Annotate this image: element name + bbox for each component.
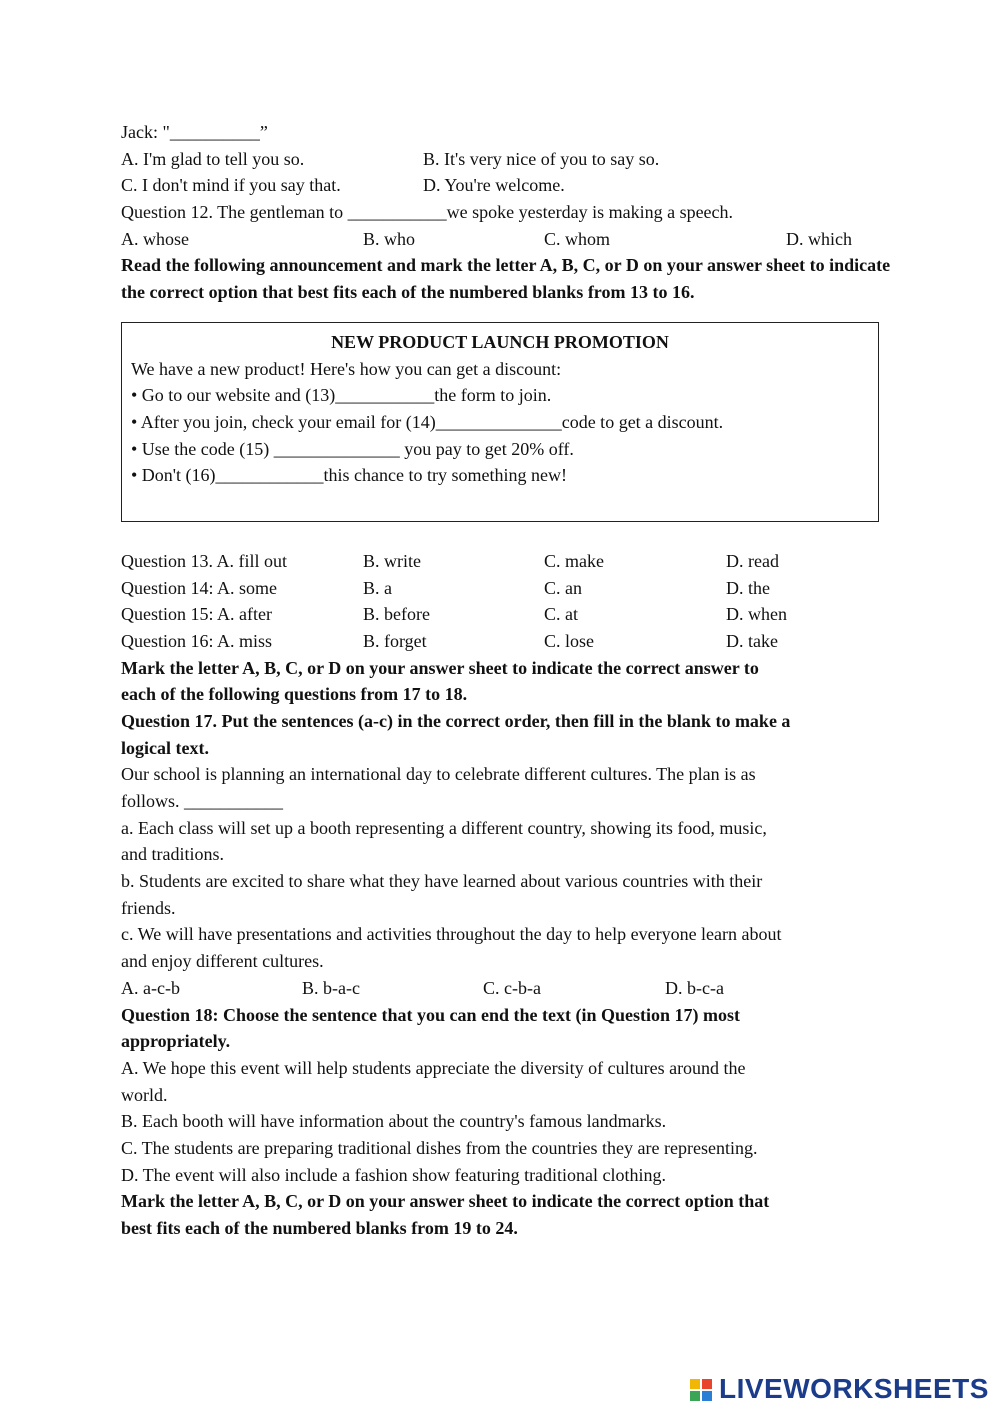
q17-sentence-c: c. We will have presentations and activities throughout the day to help everyone learn about [121,924,782,945]
announcement-bullet: • Don't (16)____________this chance to try something new! [131,465,567,486]
q16-options [121,628,891,655]
q18-option-a: world. [121,1084,168,1105]
q11-option-b: B. It's very nice of you to say so. [423,148,660,169]
q14-option-d: D. the [726,577,770,598]
section-17-18-instruction: each of the following questions from 17 to 18. [121,684,468,705]
q11-options-row-1 [121,146,891,173]
q11-option-a: A. I'm glad to tell you so. [121,148,305,169]
q18-option-b: B. Each booth will have information about the country's famous landmarks. [121,1111,667,1132]
q18-option-c: C. The students are preparing traditional dishes from the countries they are representing. [121,1137,758,1158]
q16-option-a: Question 16: A. miss [121,630,273,651]
worksheet-page [121,119,891,1242]
section-17-18-instruction: Mark the letter A, B, C, or D on your answer sheet to indicate the correct answer to [121,657,759,678]
q11-option-d: D. You're welcome. [423,175,565,196]
q17-option-d: D. b-c-a [665,977,724,998]
q14-option-a: Question 14: A. some [121,577,277,598]
q15-option-b: B. before [363,604,430,625]
q17-sentence-b: friends. [121,897,176,918]
q18-stem: appropriately. [121,1031,231,1052]
q15-option-a: Question 15: A. after [121,604,272,625]
q18-option-a: A. We hope this event will help students appreciate the diversity of cultures around the [121,1057,746,1078]
q16-option-c: C. lose [544,630,595,651]
q17-sentence-c: and enjoy different cultures. [121,951,324,972]
liveworksheets-logo-icon [690,1376,716,1402]
q14-option-b: B. a [363,577,392,598]
q17-option-a: A. a-c-b [121,977,180,998]
logo-square-icon [702,1391,712,1401]
q17-option-b: B. b-a-c [302,977,360,998]
q12-option-d: D. which [786,228,852,249]
q14-option-c: C. an [544,577,582,598]
announcement-bullet: • After you join, check your email for (14)______________code to get a discount. [131,411,724,432]
q14-options [121,575,891,602]
announcement-bullet: • Use the code (15) ______________ you pay to get 20% off. [131,438,574,459]
announcement-title: NEW PRODUCT LAUNCH PROMOTION [331,331,669,352]
q11-options-row-2 [121,172,891,199]
q17-option-c: C. c-b-a [483,977,541,998]
announcement-intro: We have a new product! Here's how you can get a discount: [131,358,562,379]
q13-option-d: D. read [726,550,779,571]
q17-stem: Question 17. Put the sentences (a-c) in the correct order, then fill in the blank to make a [121,710,791,731]
q12-stem: Question 12. The gentleman to ___________we spoke yesterday is making a speech. [121,202,734,223]
q17-sentence-b: b. Students are excited to share what they have learned about various countries with their [121,871,763,892]
q12-option-c: C. whom [544,228,611,249]
q18-stem: Question 18: Choose the sentence that you can end the text (in Question 17) most [121,1004,740,1025]
q11-prompt: Jack: "__________” [121,122,268,142]
section-19-24-instruction: Mark the letter A, B, C, or D on your answer sheet to indicate the correct option that [121,1191,770,1212]
q12-option-b: B. who [363,228,416,249]
q15-options [121,601,891,628]
logo-square-icon [690,1379,700,1389]
q12-options [121,226,891,253]
liveworksheets-logo[interactable] [690,1372,989,1406]
announcement-box [121,322,879,522]
q15-option-c: C. at [544,604,578,625]
q17-passage: follows. ___________ [121,791,283,812]
q17-sentence-a: and traditions. [121,844,224,865]
q12-option-a: A. whose [121,228,189,249]
q13-options [121,548,891,575]
q16-option-b: B. forget [363,630,427,651]
q11-option-c: C. I don't mind if you say that. [121,175,341,196]
q13-option-c: C. make [544,550,604,571]
q13-option-b: B. write [363,550,421,571]
section-13-16-instruction: Read the following announcement and mark the letter A, B, C, or D on your answer sheet to indicate the correct option that best fits each of the numbered blanks from 13 to 16. [121,255,891,303]
q17-sentence-a: a. Each class will set up a booth representing a different country, showing its food, music, [121,817,767,838]
announcement-bullet: • Go to our website and (13)___________the form to join. [131,385,552,406]
q17-stem: logical text. [121,737,209,758]
logo-square-icon [690,1391,700,1401]
section-19-24-instruction: best fits each of the numbered blanks from 19 to 24. [121,1218,518,1239]
q18-option-d: D. The event will also include a fashion show featuring traditional clothing. [121,1164,667,1185]
q16-option-d: D. take [726,630,778,651]
q13-option-a: Question 13. A. fill out [121,550,287,571]
q17-passage: Our school is planning an international day to celebrate different cultures. The plan is as [121,764,756,785]
liveworksheets-logo-text: LIVEWORKSHEETS [719,1373,989,1404]
q17-options [121,975,891,1002]
logo-square-icon [702,1379,712,1389]
q15-option-d: D. when [726,604,787,625]
